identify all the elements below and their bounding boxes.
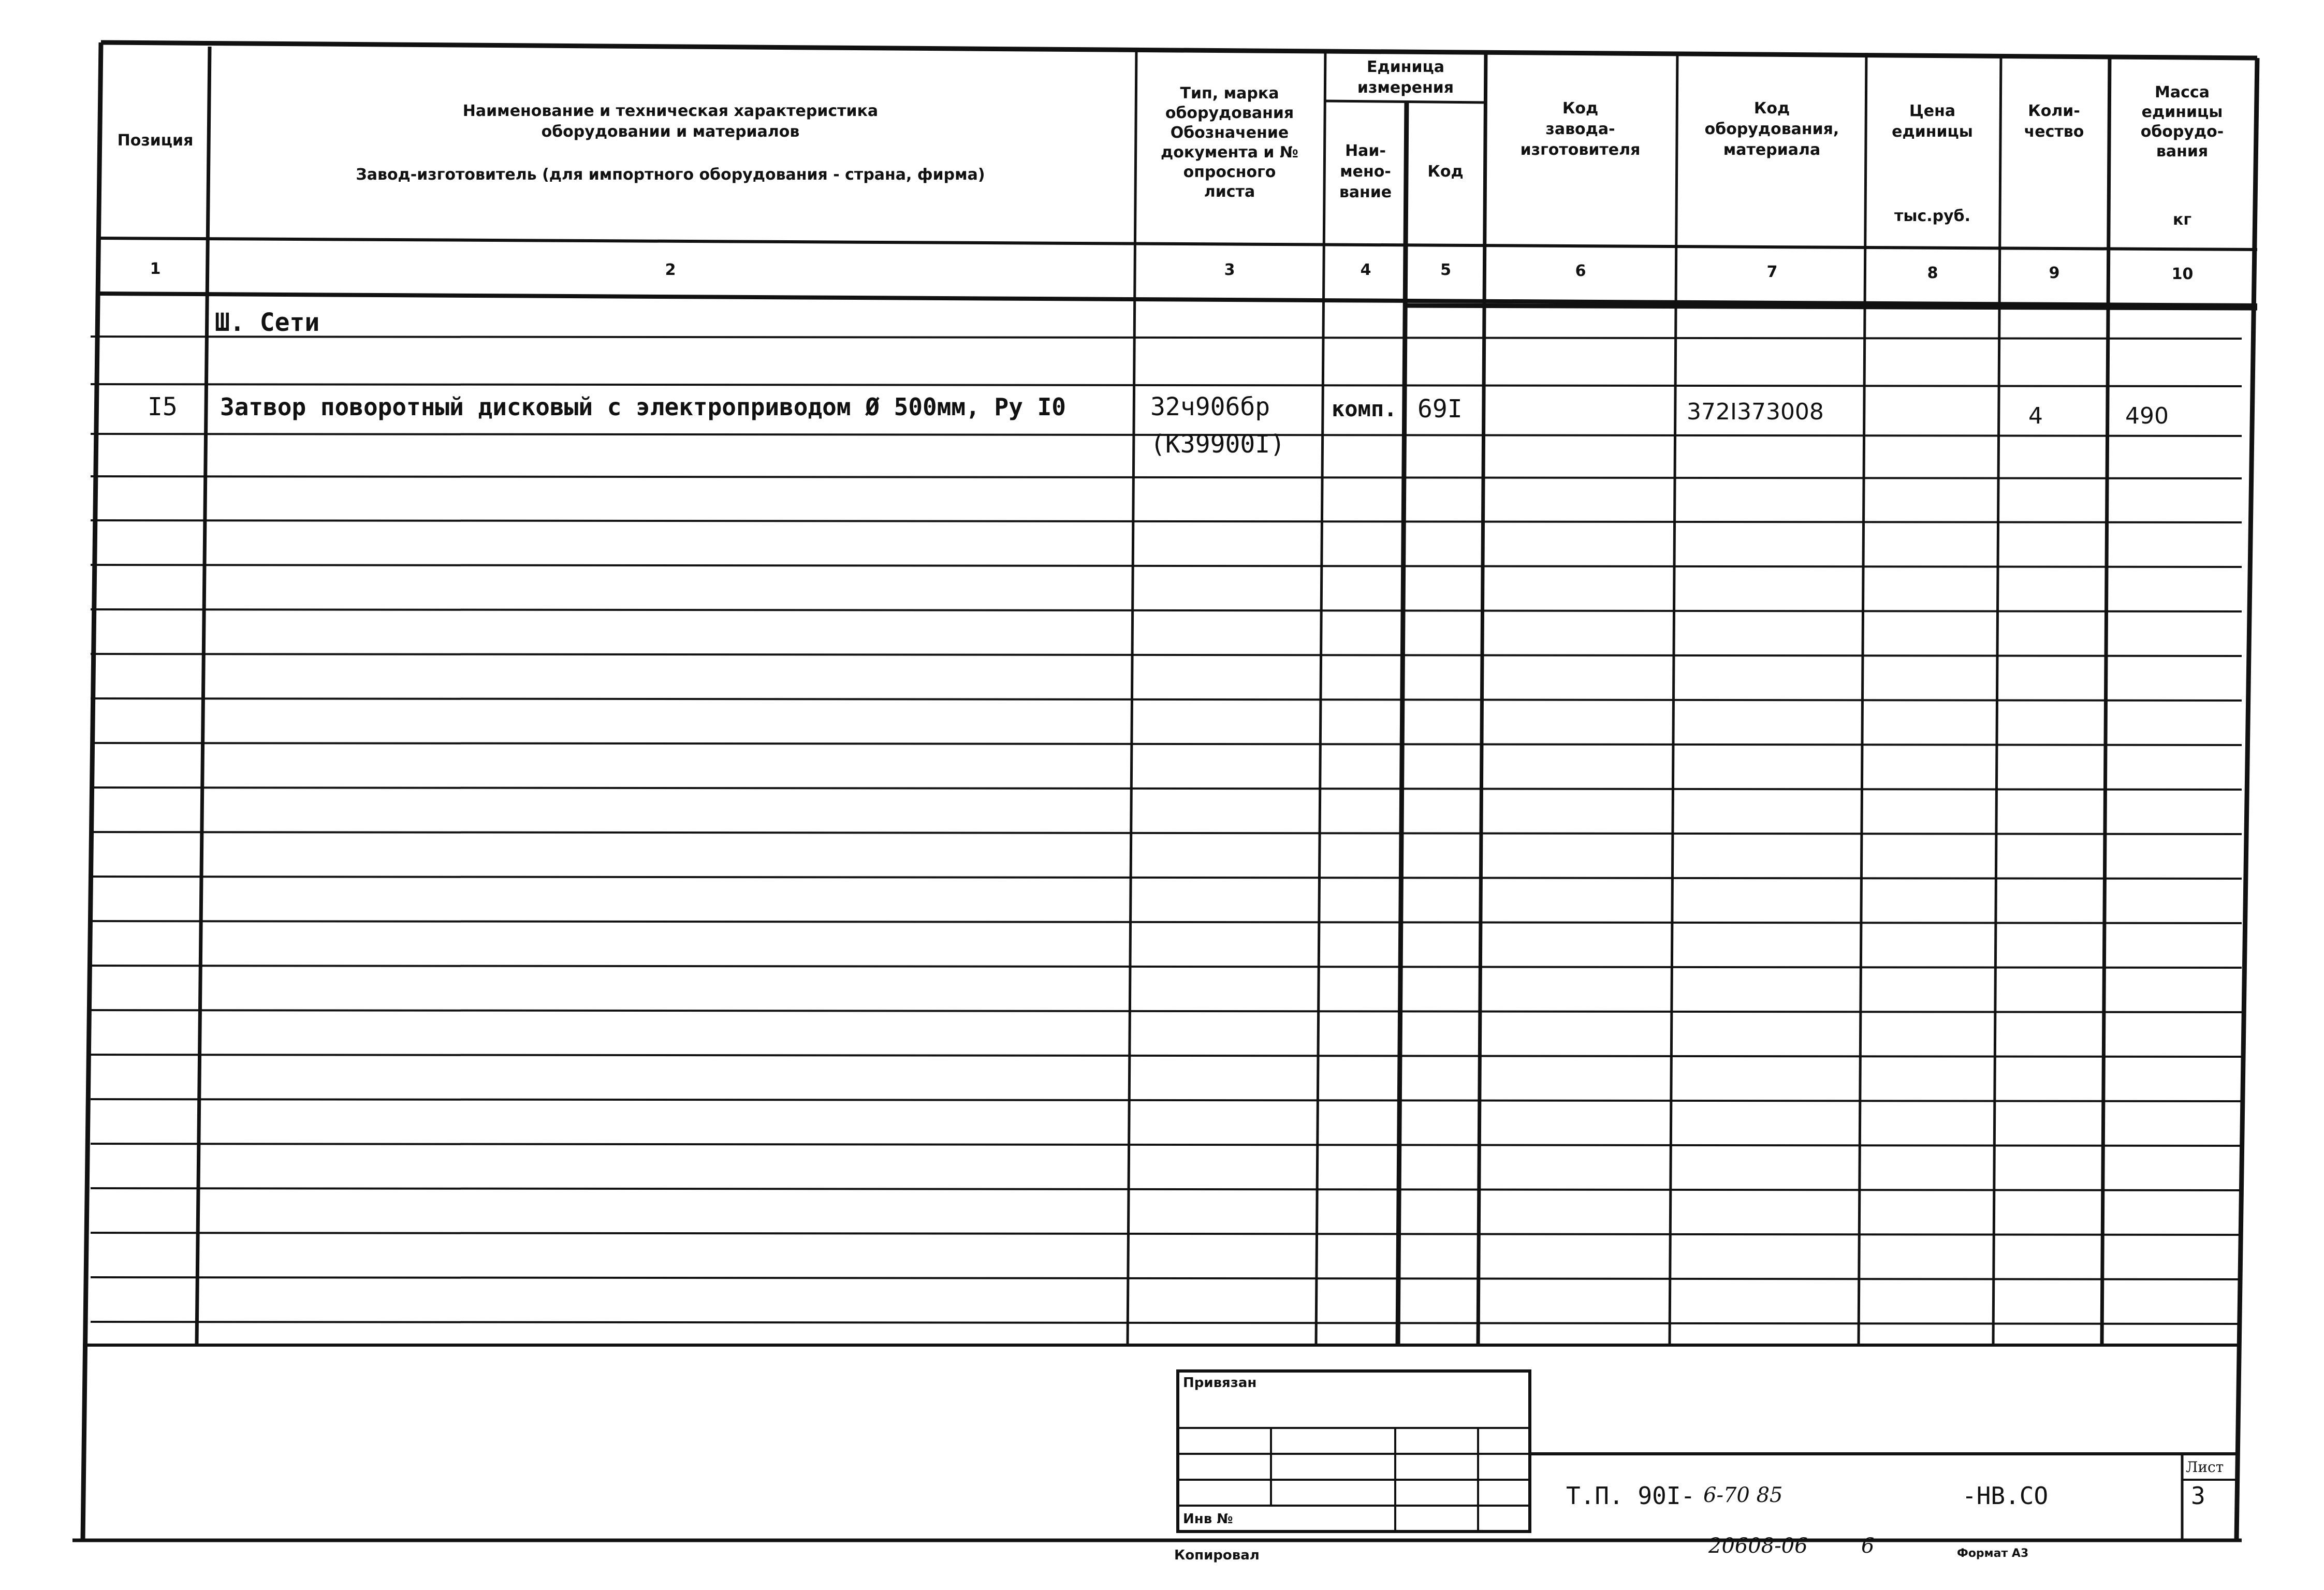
- header-unit-group: Единица измерения: [1357, 58, 1454, 97]
- table-row-line: [91, 1188, 2242, 1190]
- item-type-document: (К39900I): [1150, 430, 1285, 459]
- item-unit-code: 69I: [1417, 395, 1463, 424]
- table-row-line: [91, 787, 2242, 790]
- table-row-line: [91, 1233, 2242, 1235]
- table-row-line: [91, 1322, 2242, 1324]
- sheet-label: Лист: [2186, 1458, 2224, 1476]
- header-equipment-code: Код оборудования, материала: [1704, 99, 1839, 159]
- column-number-1: 1: [150, 260, 161, 278]
- item-position: I5: [148, 392, 178, 421]
- document-code-suffix: -НВ.СО: [1962, 1482, 2049, 1510]
- column-number-8: 8: [1927, 264, 1938, 282]
- table-row-line: [91, 966, 2242, 968]
- item-name: Затвор поворотный дисковый с электроприводом Ø 500мм, Ру I0: [220, 393, 1066, 421]
- header-type: Тип, марка оборудования Обозначение документа и № опросного листа: [1161, 84, 1298, 201]
- column-number-5: 5: [1440, 261, 1451, 279]
- header-manufacturer: Завод-изготовитель (для импортного оборудования - страна, фирма): [356, 166, 985, 184]
- table-row-line: [91, 832, 2242, 834]
- item-unit-name: комп.: [1332, 396, 1397, 421]
- header-manufacturer-code: Код завода- изготовителя: [1520, 99, 1641, 159]
- archive-number: 20608-06: [1708, 1534, 1808, 1558]
- header-unit-code: Код: [1427, 163, 1464, 181]
- header-quantity: Коли- чество: [2024, 102, 2084, 141]
- table-row-line: [91, 698, 2242, 701]
- column-number-6: 6: [1575, 262, 1586, 280]
- header-position: Позиция: [117, 132, 194, 150]
- table-row-line: [91, 609, 2242, 611]
- table-row-line: [91, 1099, 2242, 1101]
- stamp-privyazan: Привязан: [1183, 1375, 1257, 1391]
- section-title: Ш. Сети: [215, 308, 320, 337]
- table-row-line: [91, 384, 2242, 386]
- header-unit-price-unit: тыс.руб.: [1894, 207, 1971, 225]
- table-row-line: [91, 743, 2242, 745]
- document-code-prefix: Т.П. 90I-: [1566, 1482, 1696, 1510]
- table-row-line: [91, 1055, 2242, 1057]
- header-unit-name: Наи- мено- вание: [1339, 142, 1392, 201]
- header-unit-mass: Масса единицы оборудо- вания: [2140, 83, 2224, 161]
- header-name: Наименование и техническая характеристика оборудовании и материалов: [462, 102, 879, 141]
- table-row-line: [91, 565, 2242, 567]
- item-quantity: 4: [2028, 403, 2043, 429]
- table-row-line: [91, 654, 2242, 656]
- table-row-line: [91, 1277, 2242, 1279]
- stamp-inventory-number: Инв №: [1183, 1511, 1233, 1527]
- table-row-line: [91, 877, 2242, 879]
- column-number-3: 3: [1224, 261, 1235, 279]
- item-mass: 490: [2125, 403, 2169, 429]
- column-number-2: 2: [665, 261, 676, 279]
- table-row-line: [91, 921, 2242, 923]
- archive-sheet: 6: [1861, 1534, 1875, 1558]
- table-row-line: [91, 1010, 2242, 1012]
- item-type: 32ч906бр: [1150, 392, 1270, 421]
- header-unit-price: Цена единицы: [1892, 102, 1973, 141]
- header-unit-mass-unit: кг: [2172, 211, 2192, 229]
- item-equipment-code: 372I373008: [1687, 399, 1824, 425]
- table-row-line: [91, 476, 2242, 478]
- column-number-7: 7: [1766, 263, 1778, 281]
- column-number-4: 4: [1360, 261, 1371, 279]
- column-number-10: 10: [2171, 265, 2194, 283]
- sheet-number: 3: [2191, 1482, 2205, 1510]
- table-row-line: [91, 520, 2242, 522]
- stamp-copied-by: Копировал: [1174, 1548, 1260, 1563]
- table-row-line: [91, 337, 2242, 339]
- paper-format: Формат А3: [1957, 1547, 2029, 1560]
- document-code-handwritten: 6-70 85: [1703, 1483, 1783, 1507]
- table-row-line: [91, 1144, 2242, 1146]
- column-number-9: 9: [2049, 264, 2060, 282]
